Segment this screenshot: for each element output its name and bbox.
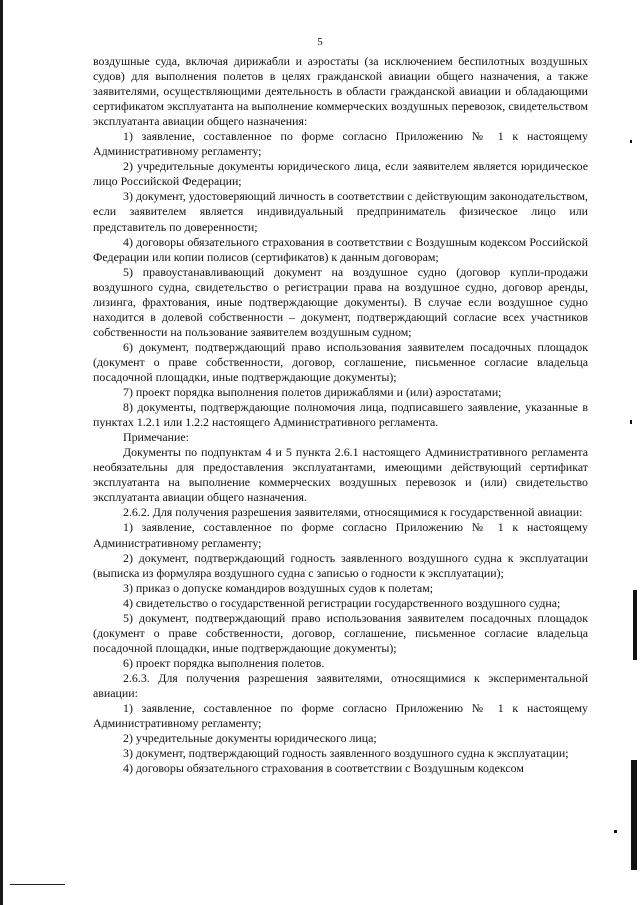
list-item: 3) документ, подтверждающий годность заявленного воздушного судна к эксплуатации; xyxy=(123,746,569,761)
scan-left-edge xyxy=(0,0,3,905)
list-item: 6) документ, подтверждающий право использования заявителем посадочных площадок (документ о праве собственности, договор, соглашение, письменное согласие владельца посадочной площадки, иные подтверждающие документы); xyxy=(93,339,588,384)
section-heading: 2.6.3. Для получения разрешения заявителями, относящимися к экспериментальной авиации: xyxy=(93,670,588,700)
list-item: 8) документы, подтверждающие полномочия лица, подписавшего заявление, указанные в пунктах 1.2.1 или 1.2.2 настоящего Административного регламента. xyxy=(93,400,588,430)
note-heading: Примечание: xyxy=(123,430,189,445)
section-heading: 2.6.2. Для получения разрешения заявителями, относящимися к государственной авиации: xyxy=(123,505,583,520)
footnote-rule xyxy=(10,884,65,885)
list-item: 2) учредительные документы юридического лица, если заявителем является юридическое лицо Российской Федерации; xyxy=(93,159,588,189)
scan-artifact xyxy=(614,830,617,833)
list-item: 1) заявление, составленное по форме согласно Приложению № 1 к настоящему Административному регламенту; xyxy=(93,129,588,159)
scan-artifact xyxy=(630,420,632,424)
list-item: 4) свидетельство о государственной регистрации государственного воздушного судна; xyxy=(123,595,561,610)
scan-artifact xyxy=(633,590,637,660)
scan-artifact xyxy=(630,140,632,143)
list-item: 5) правоустанавливающий документ на воздушное судно (договор купли-продажи воздушного судна, свидетельство о регистрации права на воздушное судно, договор аренды, лизинга, фрахтования, иные подтверждающие документы). В случае если воздушное судно находится в долевой собственности – документ, подтверждающий согласие всех участников собственности на пользование заявителем воздушным судном; xyxy=(93,264,588,339)
paragraph: воздушные суда, включая дирижабли и аэростаты (за исключением беспилотных воздушных судов) для выполнения полетов в целях гражданской авиации общего назначения, а также заявителями, осуществляющими деятельность в области гражданской авиации и обладающими сертификатом эксплуатанта на выполнение коммерческих воздушных перевозок, свидетельством эксплуатанта авиации общего назначения: xyxy=(93,54,588,129)
list-item: 1) заявление, составленное по форме согласно Приложению № 1 к настоящему Административному регламенту; xyxy=(93,701,588,731)
list-item: 3) документ, удостоверяющий личность в соответствии с действующим законодательством, если заявителем является индивидуальный предприниматель физическое лицо или представитель по доверенности; xyxy=(93,189,588,234)
list-item: 3) приказ о допуске командиров воздушных судов к полетам; xyxy=(123,580,434,595)
list-item: 2) учредительные документы юридического лица; xyxy=(123,731,377,746)
list-item: 4) договоры обязательного страхования в соответствии с Воздушным кодексом Российской Федерации или копии полисов (сертификатов) к данным договорам; xyxy=(93,234,588,264)
page-number: 5 xyxy=(317,36,323,48)
list-item: 5) документ, подтверждающий право использования заявителем посадочных площадок (документ о праве собственности, договор, соглашение, письменное согласие владельца посадочной площадки, иные подтверждающие документы); xyxy=(93,610,588,655)
scan-artifact xyxy=(631,760,637,870)
list-item: 2) документ, подтверждающий годность заявленного воздушного судна к эксплуатации (выписка из формуляра воздушного судна с записью о годности к эксплуатации); xyxy=(93,550,588,580)
paragraph: Документы по подпунктам 4 и 5 пункта 2.6.1 настоящего Административного регламента необязательны для предоставления эксплуатантами, имеющими действующий сертификат эксплуатанта на выполнение коммерческих воздушных перевозок и (или) свидетельство эксплуатанта авиации общего назначения. xyxy=(93,445,588,505)
list-item: 4) договоры обязательного страхования в соответствии с Воздушным кодексом xyxy=(123,761,524,776)
list-item: 7) проект порядка выполнения полетов дирижаблями и (или) аэростатами; xyxy=(123,385,502,400)
list-item: 1) заявление, составленное по форме согласно Приложению № 1 к настоящему Административному регламенту; xyxy=(93,520,588,550)
list-item: 6) проект порядка выполнения полетов. xyxy=(123,655,325,670)
document-body xyxy=(93,54,588,776)
